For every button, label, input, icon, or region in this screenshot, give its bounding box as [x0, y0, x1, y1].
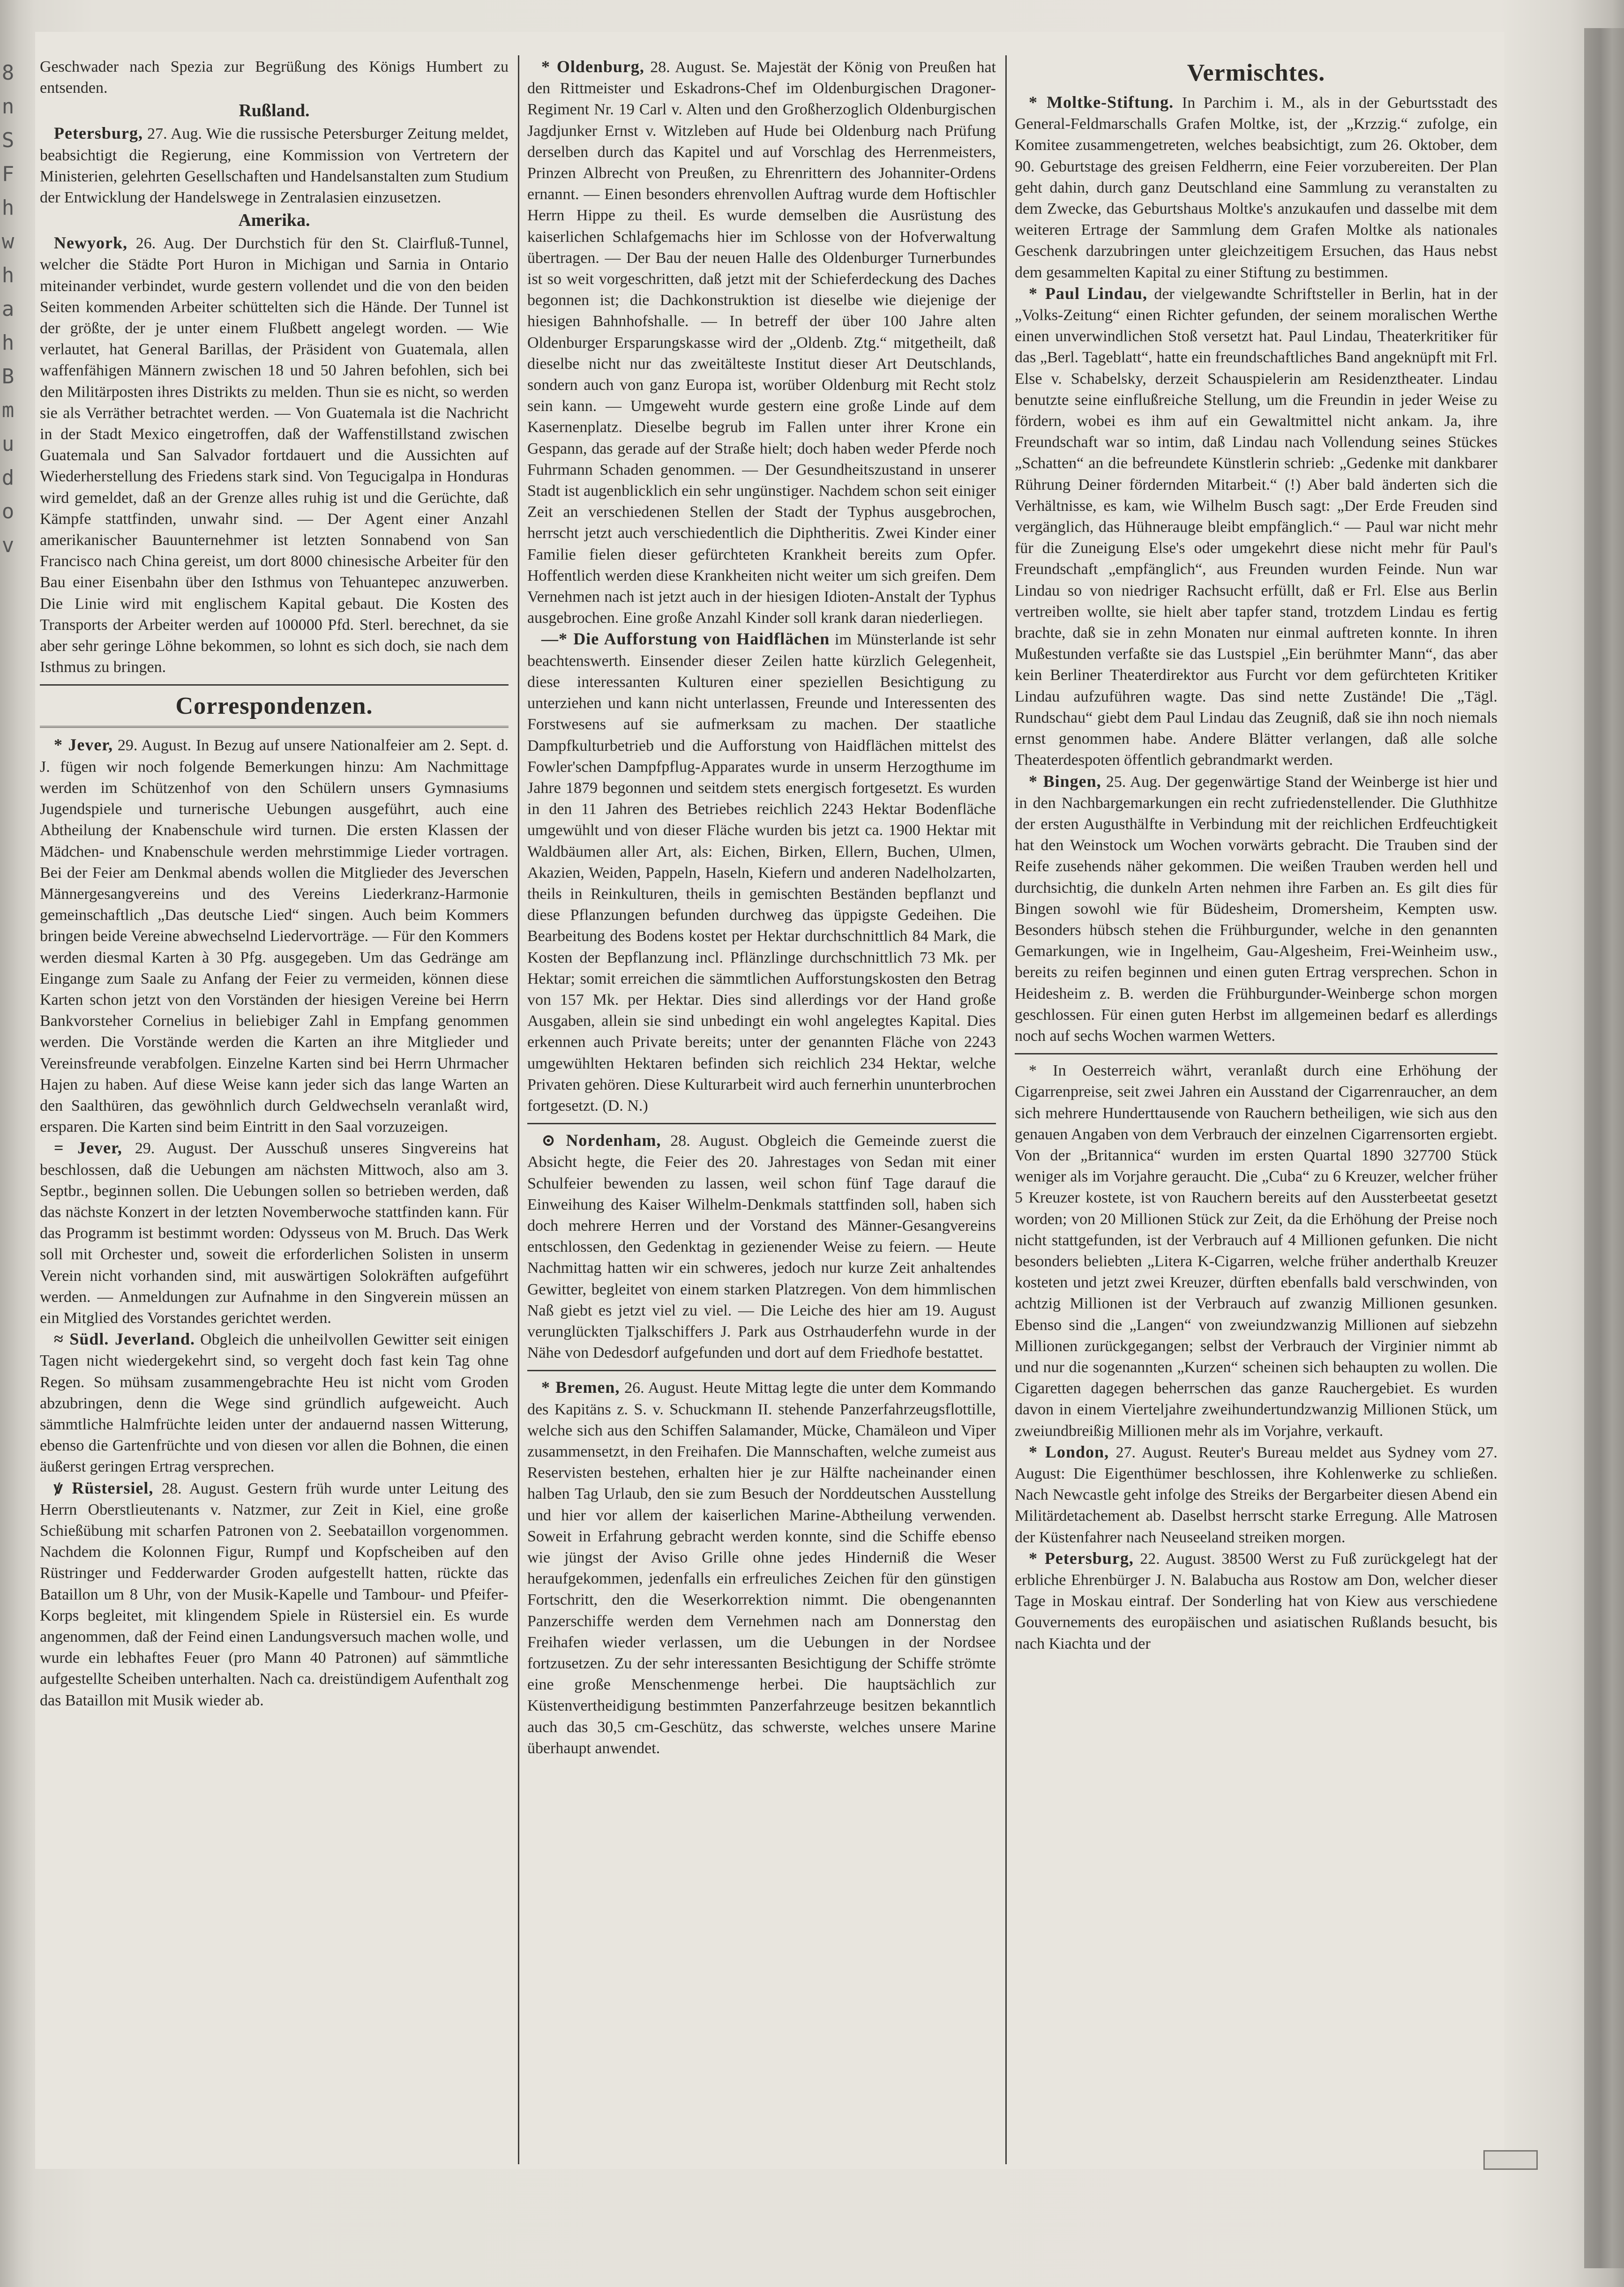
column-divider: [518, 55, 519, 2164]
article-london: [1015, 1442, 1497, 1548]
newspaper-page: [35, 32, 1504, 2169]
section-heading-russland: Rußland.: [239, 101, 310, 121]
dateline: —* Die Aufforstung von Haidflächen: [541, 629, 830, 649]
article-suedl-jeverland: [40, 1329, 509, 1477]
section-heading-amerika: Amerika.: [238, 210, 310, 231]
article-body: 27. August. Reuter's Bureau meldet aus Sydney vom 27. August: Die Eigenthümer beschlossen, ihre Kohlenwerke zu schließen. Nach Newcastle geht infolge des Streiks der Bergarbeiter diesen Abend ein Militärdetachement ab. Daselbst herrscht starke Erregung. Alle Matrosen der Küstenfahrer nach Neuseeland streiken morgen.: [1015, 1443, 1497, 1546]
article-jever-2: [40, 1137, 509, 1329]
article-oldenburg: [527, 56, 996, 628]
article-rule: [527, 1123, 996, 1124]
article-body: 22. August. 38500 Werst zu Fuß zurückgelegt hat der erbliche Ehrenbürger J. N. Balabucha aus Rostow am Don, welcher dieser Tage in Moskau eintraf. Der Sonderling hat von Kiew aus verschiedene Gouvernements des europäischen und asiatischen Rußlands besucht, bis nach Kiachta und der: [1015, 1550, 1497, 1652]
library-stamp: [1483, 2150, 1538, 2170]
article-body: In Parchim i. M., als in der Geburtsstadt des General-Feldmarschalls Grafen Moltke, ist, der „Krzzig.“ zufolge, ein Komitee zusammengetreten, welches beabsichtigt, zum 26. Oktober, dem 90. Geburtstage des greisen Feldherrn, eine Feier vorzubereiten. Der Plan geht dahin, durch ganz Deutschland eine Sammlung zu veranstalten zu dem Zwecke, das Geburtshaus Moltke's anzukaufen und dasselbe mit dem weiteren Ertrage der Sammlung dem Grafen Moltke als nationales Geschenk darzubringen unter gleichzeitigem Ersuchen, das Haus nebst dem gesammelten Kapital zu einer Stiftung zu bestimmen.: [1015, 94, 1497, 281]
article-rule: [1015, 1053, 1497, 1054]
edge-mark: m: [1, 398, 15, 422]
edge-mark: o: [1, 500, 15, 523]
article-body: 29. August. Der Ausschuß unseres Singvereins hat beschlossen, daß die Uebungen am nächsten Mittwoch, also am 3. Septbr., beginnen sollen. Die Uebungen sollen so betrieben werden, daß das nächste Konzert in der letzten Novemberwoche stattfinden kann. Für das Programm ist bestimmt worden: Odysseus von M. Bruch. Das Werk soll mit Orchester und, soweit die erforderlichen Solisten in unserm Verein nicht vorhanden sind, mit auswärtigen Solokräften aufgeführt werden. — Anmeldungen zur Aufnahme in den Singverein müssen an ein Mitglied des Vorstandes gerichtet werden.: [40, 1140, 509, 1327]
article-oesterreich: * In Oesterreich währt, veranlaßt durch eine Erhöhung der Cigarrenpreise, seit zwei Jahren ein Ausstand der Cigarrenraucher, an dem sich mehrere Hunderttausende von Rauchern betheiligen, wie sich aus den genauen Angaben von dem Verbrauch der einzelnen Cigarrensorten ergiebt. Von der „Britannica“ wurden im ersten Quartal 1890 327700 Stück weniger als im Vorjahre geraucht. Die „Cuba“ zu 6 Kreuzer, welcher früher 5 Kreuzer kostete, ist von Rauchern bereits auf den Aussterbeetat gesetzt worden; von 20 Millionen Stück zur Zeit, da die Erhöhung der Preise noch nicht stattgefunden, ist der Verbrauch auf 4 Millionen gefunken. Die nicht besonders beliebten „Litera K-Cigarren, welche früher anderthalb Kreuzer kosteten und jetzt zwei Kreuzer, dürften ebenfalls bald verschwinden, von achtzig Millionen ist der Verbrauch auf zwanzig Millionen gesunken. Ebenso sind die „Langen“ von zweiundzwanzig Millionen auf siebzehn Millionen zurückgegangen; selbst der Verbrauch der Virginier nimmt ab und nur die sogenannten „Kurzen“ scheinen sich behaupten zu wollen. Die Cigaretten dagegen beherrschen das ganze Rauchergebiet. Es wurden davon in einem Vierteljahre zweihundertundzwanzig Millionen Stück, um zweiundbreißig Millionen mehr als im Vorjahre, verkauft.: [1015, 1062, 1497, 1440]
section-heading-correspondenzen: Correspondenzen.: [175, 693, 373, 720]
article-nordenham: [527, 1130, 996, 1363]
dateline: * Oldenburg,: [541, 57, 644, 76]
dateline: * Moltke-Stiftung.: [1029, 93, 1174, 112]
edge-mark: F: [1, 162, 15, 186]
article-body: 28. August. Se. Majestät der König von Preußen hat den Rittmeister und Eskadrons-Chef im Oldenburgischen Dragoner-Regiment Nr. 19 Carl v. Alten und den Großherzoglich Oldenburgischen Jagdjunker Ernst v. Witzleben auf Hude bei Oldenburg nach Prüfung derselben durch das Kapitel und auf Vorschlag des Herrenmeisters, Prinzen Albrecht von Preußen, zu Ehrenrittern des Johanniter-Ordens ernannt. — Einen besonders ehrenvollen Auftrag wurde dem Hoftischler Herrn Hippe zu theil. Es wurde demselben die Ausrüstung des kaiserlichen Schlafgemachs hier im Schlosse von der Hofverwaltung übertragen. — Der Bau der neuen Halle des Oldenburger Turnerbundes ist so weit vorgeschritten, daß jetzt mit der Schieferdeckung des Daches begonnen ist; die Dachkonstruktion ist dieselbe wie diejenige der hiesigen Bahnhofshalle. — In betreff der über 100 Jahre alten Oldenburger Ersparungskasse wird der „Oldenb. Ztg.“ mitgetheilt, daß dieselbe nicht nur das zweitälteste Institut dieser Art Deutschlands, sondern auch von ganz Europa ist, worüber Oldenburg mit Recht stolz sein kann. — Umgeweht wurde gestern eine große Linde auf dem Kasernenplatz. Dieselbe begrub im Fallen unter ihrer Krone ein Gespann, das gerade auf der Straße hielt; doch haben weder Pferde noch Fuhrmann Schaden genommen. — Der Gesundheitszustand in unserer Stadt ist augenblicklich ein sehr ungünstiger. Nachdem schon seit einiger Zeit an verschiedenen Stellen der Stadt der Typhus ausgebrochen, herrscht jetzt auch verschiedentlich die Diphtheritis. Zwei Kinder einer Familie fielen dieser gefürchteten Krankheit bereits zum Opfer. Hoffentlich werden diese Krankheiten nicht weiter um sich greifen. Dem Vernehmen nach ist jetzt auch in der hiesigen Idioten-Anstalt der Typhus ausgebrochen. Eine große Anzahl Kinder soll krank daran niederliegen.: [527, 59, 996, 627]
edge-mark: B: [1, 365, 15, 389]
section-heading-vermischtes: Vermischtes.: [1187, 60, 1325, 86]
article-newyork: [40, 232, 509, 678]
column-3: [1015, 56, 1497, 2163]
dateline: = Jever,: [54, 1138, 122, 1158]
article-body: 25. Aug. Der gegenwärtige Stand der Weinberge ist hier und in den Nachbargemarkungen ein recht zufriedenstellender. Die Gluthhitze der ersten Augusthälfte in Verbindung mit der reichlichen Erdfeuchtigkeit hat den Weinstock um Wochen vorwärts gebracht. Die Trauben sind der Reife zusehends näher gekommen. Die weißen Trauben werden hell und durchsichtig, die dunkeln Arten nehmen ihre Farben an. Es gilt dies für Bingen sowohl wie für Büdesheim, Dromersheim, Kempten usw. Besonders hübsch stehen die Frühburgunder, welche in den genannten Gemarkungen, wie in Ingelheim, Gau-Algesheim, Frei-Weinheim usw., bereits zu reifen beginnen und einen guten Ertrag versprechen. Schon in Heidesheim z. B. werden die Frühburgunder-Weinberge schon morgen geschlossen. Für einen guten Herbst im allgemeinen bedarf es allerdings noch auf sechs Wochen warmen Wetters.: [1015, 773, 1497, 1045]
dateline: * Bingen,: [1029, 771, 1101, 791]
article-aufforstung: [527, 628, 996, 1116]
article-paul-lindau: [1015, 283, 1497, 771]
article-petersburg: [40, 123, 509, 208]
dateline: ꝟ Rüstersiel,: [54, 1478, 154, 1497]
column-1: [40, 56, 509, 2163]
column-2: [527, 56, 996, 2163]
article-jever-1: [40, 734, 509, 1137]
edge-mark: w: [1, 230, 15, 254]
article-rule: [527, 1370, 996, 1371]
edge-mark: v: [1, 533, 15, 557]
article-body: 28. August. Gestern früh wurde unter Leitung des Herrn Oberstlieutenants v. Natzmer, zur Zeit in Kiel, eine große Schießübung mit scharfen Patronen von 2. Seebataillon vorgenommen. Nachdem die Kolonnen Figur, Rumpf und Kopfscheiben auf den Rüstringer und Fedderwarder Groden aufgestellt hatten, rückte das Bataillon um 8 Uhr, von der Musik-Kapelle und Tambour- und Pfeifer-Korps begleitet, mit klingendem Spiele in Rüstersiel ein. Es wurde angenommen, daß der Feind einen Landungsversuch machen wolle, und wurde ein lebhaftes Feuer (pro Mann 40 Patronen) auf sämmtliche aufgestellte Scheiben unterhalten. Nach ca. dreistündigem Aufenthalt zog das Bataillon mit Musik wieder ab.: [40, 1480, 509, 1709]
dateline: * Paul Lindau,: [1029, 284, 1147, 303]
column-divider: [1005, 55, 1007, 2164]
edge-mark: a: [1, 297, 15, 321]
edge-mark: h: [1, 196, 15, 220]
edge-mark: n: [1, 95, 15, 119]
edge-mark: h: [1, 331, 15, 355]
article-ruestersiel: [40, 1478, 509, 1711]
dateline: ≈ Südl. Jeverland.: [54, 1330, 195, 1349]
edge-mark: h: [1, 263, 15, 287]
article-body: der vielgewandte Schriftsteller in Berlin, hat in der „Volks-Zeitung“ einen Richter gefunden, der seinem moralischen Werthe einen unverwindlichen Stoß versetzt hat. Paul Lindau, Theaterkritiker für das „Berl. Tageblatt“, hatte ein freundschaftliches Band angeknüpft mit Frl. Else v. Schabelsky, derzeit Schauspielerin am Residenztheater. Lindau benutzte seine einflußreiche Stellung, um die Freundin in jeder Weise zu fördern, wobei es ihm auf ein Gewaltmittel nicht ankam. Ja, ihre Freundschaft war so intim, daß Lindau nach Vollendung seines Stückes „Schatten“ an die befreundete Künstlerin schrieb: „Gedenke mit dankbarer Rührung Deiner fördernden Mitarbeit.“ (!) Aber bald änderten sich die Verhältnisse, es kam, wie Wilhelm Busch sagt: „Der Erde Freuden sind vergänglich, das Hühnerauge bleibt empfänglich.“ — Paul war nicht mehr für die Zuneigung Else's oder umgekehrt diese nicht mehr für Paul's Freundschaft „empfänglich“, aus Freunden wurden Feinde. Nun war Lindau so von niedriger Rachsucht erfüllt, daß er Frl. Else aus Berlin vertreiben wollte, sie hielt aber tapfer stand, trotzdem Lindau es fertig brachte, daß sie in zehn Monaten nur einmal auftreten konnte. In ihren Mußestunden verfaßte sie das Lustspiel „Ein berühmter Mann“, das aber kein Berliner Theaterdirektor aus Furcht vor dem gefürchteten Kritiker Lindau aufzuführen wagte. Das sind nette Zustände! Die „Tägl. Rundschau“ giebt dem Paul Lindau das Zeugniß, daß sie ihn noch niemals ernst genommen habe. Andere Blätter verlangen, daß alle solche Theaterdespoten öffentlich gebrandmarkt werden.: [1015, 285, 1497, 769]
article-body: 29. August. In Bezug auf unsere Nationalfeier am 2. Sept. d. J. fügen wir noch folgende Bemerkungen hinzu: Am Nachmittage werden im Schützenhof von den Schülern unsers Gymnasiums Jugendspiele und turnerische Uebungen ausgeführt, auch eine Abtheilung der Knabenschule wird turnen. Die ersten Klassen der Mädchen- und Knabenschule werden mehrstimmige Lieder vortragen. Bei der Feier am Denkmal abends wollen die Mitglieder des Jeverschen Männergesangvereins und des Vereins Liederkranz-Harmonie gemeinschaftlich „Das deutsche Lied“ singen. Auch beim Kommers bringen beide Vereine abwechselnd Liedervorträge. — Für den Kommers werden diesmal Karten à 30 Pfg. ausgegeben. Um das Gedränge am Eingange zum Saale zu Anfang der Feier zu vermeiden, können diese Karten schon jetzt von den Vorständen der hiesigen Vereine bei Herrn Bankvorsteher Cornelius in beliebiger Zahl in Empfang genommen werden. Die Vorstände werden die Karten an ihre Mitglieder und Vereinsfreunde verabfolgen. Einzelne Karten sind bei Herrn Uhrmacher Hajen zu haben. Auf diese Weise kann jeder sich das lange Warten an den Saalthüren, das gewöhnlich durch Geldwechseln veranlaßt wird, ersparen. Die Karten sind beim Eintritt in den Saal vorzuzeigen.: [40, 737, 509, 1136]
dateline: * London,: [1029, 1442, 1109, 1461]
dateline: Petersburg,: [54, 124, 143, 143]
article-continuation: Geschwader nach Spezia zur Begrüßung des Königs Humbert zu entsenden.: [40, 58, 509, 97]
dateline: ⊙ Nordenham,: [541, 1131, 661, 1150]
section-rule: [40, 726, 509, 728]
edge-mark: S: [1, 128, 15, 152]
dateline: * Bremen,: [541, 1378, 620, 1397]
article-body: 28. August. Obgleich die Gemeinde zuerst die Absicht hegte, die Feier des 20. Jahrestages von Sedan mit einer Schulfeier bewenden zu lassen, weil schon fünf Tage darauf die Einweihung des Kaiser Wilhelm-Denkmals stattfinden soll, haben sich doch mehrere Herren und der Vorstand des Männer-Gesangvereins entschlossen, den Gedenktag in gezienender Weise zu feiern. — Heute Nachmittag hatten wir ein schweres, jedoch nur kurze Zeit anhaltendes Gewitter, begleitet von einem starken Platzregen. Von dem himmlischen Naß giebt es jetzt viel zu viel. — Die Leiche des hier am 19. August verunglückten Tjalkschiffers J. Park aus Ostrhauderfehn wurde in der Nähe von Dedesdorf aufgefunden und dort auf dem Friedhofe bestattet.: [527, 1132, 996, 1362]
article-body: 26. Aug. Der Durchstich für den St. Clairfluß-Tunnel, welcher die Städte Port Huron in Michigan und Sarnia in Ontario miteinander verbindet, wurde gestern vollendet und die von den beiden Seiten kommenden Arbeiter schüttelten sich die Hände. Der Tunnel ist der größte, der je unter einem Flußbett angelegt worden. — Wie verlautet, hat General Barillas, der Präsident von Guatemala, allen waffenfähigen Männern zwischen 18 und 50 Jahren befohlen, sich bei den Militärposten ihres Distrikts zu melden. Thun sie es nicht, so werden sie als Verräther betrachtet werden. — Von Guatemala ist die Nachricht in der Stadt Mexico eingetroffen, daß der Waffenstillstand zwischen Guatemala und San Salvador fortdauert und die Aussichten auf Wiederherstellung des Friedens stark sind. Von Tegucigalpa in Honduras wird gemeldet, daß an der Grenze alles ruhig ist und die Gerüchte, daß Kämpfe stattfinden, unwahr sind. — Der Agent einer Anzahl amerikanischer Bauunternehmer ist letzten Sonnabend von San Francisco nach China gereist, um dort 8000 chinesische Arbeiter für den Bau einer Eisenbahn über den Isthmus von Tehuantepec anzuwerben. Die Linie wird mit englischem Kapital gebaut. Die Kosten des Transports der Arbeiter werden auf 100000 Pfd. Sterl. berechnet, da sie aber sehr geringe Löhne bekommen, so lohnt es sich doch, sie nach dem Isthmus zu bringen.: [40, 235, 509, 676]
article-body: 26. August. Heute Mittag legte die unter dem Kommando des Kapitäns z. S. v. Schuckmann II. stehende Panzerfahrzeugsflottille, welche sich aus den Schiffen Salamander, Mücke, Chamäleon und Viper zusammensetzt, in den Freihafen. Die Mannschaften, welche zumeist aus Reservisten bestehen, erhalten hier je zur Hälfte nacheinander einen halben Tag Urlaub, den sie zum Besuch der Norddeutschen Ausstellung und hier vor allem der kaiserlichen Marine-Abtheilung verwenden. Soweit in Erfahrung gebracht werden konnte, sind die Schiffe ebenso wie jüngst der Aviso Grille ohne jedes Hinderniß die Weser heraufgekommen, jedenfalls ein erfreuliches Zeichen für den günstigen Fortschritt, den die Weserkorrektion nimmt. Die obengenannten Panzerschiffe werden dem Vernehmen nach am Donnerstag den Freihafen wieder verlassen, um die Uebungen in der Nordsee fortzusetzen. Zu der sehr interessanten Besichtigung der Schiffe strömte eine große Menschenmenge herbei. Die hauptsächlich zur Küstenvertheidigung bestimmten Panzerfahrzeuge besitzen bekanntlich auch das 30,5 cm-Geschütz, das schwerste, welches unsere Marine überhaupt anwendet.: [527, 1379, 996, 1757]
next-page-edge: [1584, 28, 1624, 2268]
article-moltke-stiftung: [1015, 92, 1497, 283]
article-body: im Münsterlande ist sehr beachtenswerth. Einsender dieser Zeilen hatte kürzlich Gelegenheit, diese interessanten Kulturen einer speziellen Besichtigung zu unterziehen und kann nicht unterlassen, Freunde und Interessenten des Forstwesens auf sie aufmerksam zu machen. Der staatliche Dampfkulturbetrieb und die Aufforstung von Haidflächen mittelst des Fowler'schen Dampfpflug-Apparates wurde in unserm Herzogthume im Jahre 1879 begonnen und seitdem stets energisch fortgesetzt. Es wurden in den 11 Jahren des Betriebes reichlich 2243 Hektar Bodenfläche umgewühlt und von dieser Fläche wurden bis jetzt ca. 1900 Hektar mit Waldbäumen aller Art, als: Eichen, Birken, Ellern, Buchen, Ulmen, Akazien, Weiden, Pappeln, Haseln, Kiefern und anderen Nadelholzarten, theils in Reinkulturen, theils in gemischten Beständen bepflanzt und diese Pflanzungen befunden durchweg das üppigste Gedeihen. Die Bearbeitung des Bodens kostet per Hektar durchschnittlich 84 Mark, die Kosten der Bepflanzung incl. Pflänzlinge durchschnittlich 73 Mk. per Hektar; somit erreichen die sämmtlichen Aufforstungskosten den Betrag von 157 Mk. per Hektar. Dies sind allerdings vor der Hand große Ausgaben, allein sie sind unbedingt ein wohl angelegtes Kapital. Dies erkennen auch Private bereits; unter der genannten Fläche von 2243 umgewühlten Hektaren befinden sich reichlich 234 Hektar, welche Privaten gehören. Diese Kulturarbeit wird auch fernerhin ununterbrochen fortgesetzt. (D. N.): [527, 631, 996, 1114]
previous-page-edge: [0, 56, 16, 2212]
edge-mark: 8: [1, 61, 15, 85]
article-body: 27. Aug. Wie die russische Petersburger Zeitung meldet, beabsichtigt die Regierung, eine Kommission von Vertretern der Ministerien, gelehrten Gesellschaften und Handelsanstalten zum Studium der Entwicklung der Handelswege in Zentralasien einzusetzen.: [40, 125, 509, 207]
edge-mark: u: [1, 432, 15, 456]
article-petersburg-2: [1015, 1548, 1497, 1654]
article-bremen: [527, 1377, 996, 1759]
section-rule: [40, 684, 509, 686]
dateline: * Jever,: [54, 735, 113, 755]
article-bingen: [1015, 771, 1497, 1047]
edge-mark: d: [1, 466, 15, 490]
dateline: Newyork,: [54, 233, 127, 253]
dateline: * Petersburg,: [1029, 1548, 1134, 1568]
article-body: Obgleich die unheilvollen Gewitter seit einigen Tagen nicht wiedergekehrt sind, so vergeht doch fast kein Tag ohne Regen. So mühsam zusammengebrachte Heu ist nicht vom Groden abzubringen, denn die Wege sind gründlich aufgeweicht. Auch sämmtliche Halmfrüchte leiden unter der andauernd nassen Witterung, ebenso die Gartenfrüchte und von diesen vor allen die Bohnen, die einen äußerst geringen Ertrag versprechen.: [40, 1331, 509, 1476]
